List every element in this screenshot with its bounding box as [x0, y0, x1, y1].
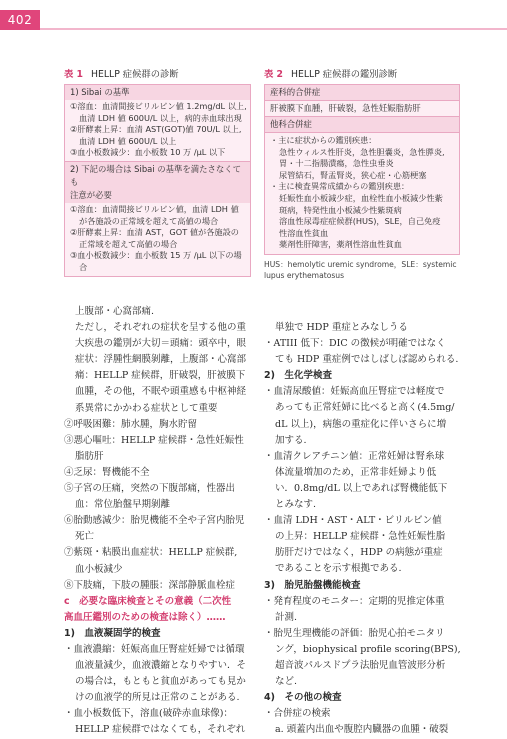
page-header — [0, 10, 507, 30]
text-line: の上昇：HELLP 症候群・急性妊娠性脂 — [275, 531, 446, 543]
table-line: ・主に症状からの鑑別疾患： — [270, 135, 377, 145]
text-line: ・血小板数低下，溶血(破砕赤血球像)： — [64, 708, 233, 720]
footnote-line: lupus erythematosus — [264, 270, 345, 280]
text-line: ⑦紫斑・粘膜出血症状：HELLP 症候群, — [64, 547, 238, 559]
table-line: ②肝酵素上昇：血清 AST(GOT)値 70U/L 以上, — [70, 124, 242, 135]
text-line: であることを示す根拠である. — [275, 563, 402, 575]
text-line: 死亡 — [75, 531, 95, 543]
table-1-title: HELLP 症候群の診断 — [91, 69, 179, 80]
text-line: 脂肪肝 — [75, 450, 104, 462]
section-head-line: 2) 下記の場合は Sibai の基準を満たさなくても — [70, 163, 241, 187]
table-row: 産科的合併症 — [265, 85, 459, 100]
text-line: ・ATIII 低下：DIC の徴候が明確ではなく — [264, 338, 446, 350]
table-line: 合 — [79, 261, 88, 272]
text-line: 血液量減少，血液濃縮となりやすい．そ — [75, 660, 247, 672]
table-section-head — [65, 162, 250, 203]
section-heading: 高血圧鑑別のための検査は除く）…… — [64, 611, 226, 623]
text-line: ・合併症の検索 — [264, 708, 331, 720]
text-line: ②呼吸困難：肺水腫，胸水貯留 — [64, 418, 198, 430]
table-1-caption — [64, 68, 251, 81]
table-section-body — [65, 100, 250, 161]
text-line: ・血清 LDH・AST・ALT・ビリルビン値 — [264, 515, 442, 527]
text-line: 症状：浮腫性網膜剝離，上腹部・心窩部 — [75, 354, 247, 366]
subsection-heading: 3) 胎児胎盤機能検査 — [264, 579, 361, 591]
table-line: が各施設の正常域を超えて高値の場合 — [79, 215, 219, 226]
table-1-number: 表 1 — [64, 69, 84, 80]
text-line: 体流量増加のため，正常非妊婦より低 — [275, 466, 437, 478]
text-line: ・胎児生理機能の評価：胎児心拍モニタリ — [264, 627, 445, 639]
table-1-box — [64, 84, 251, 277]
text-line: ④乏尿：腎機能不全 — [64, 466, 150, 478]
text-line: の場合は，もともと貧血があっても見か — [75, 676, 246, 688]
text-line: ても HDP 重症例ではしばしば認められる. — [275, 354, 459, 366]
section-head-line: 1) Sibai の基準 — [70, 87, 130, 97]
text-line: ③悪心嘔吐：HELLP 症候群・急性妊娠性 — [64, 434, 244, 446]
text-line: ・発育程度のモニター：定期的児推定体重 — [264, 595, 445, 607]
table-line: ③血小板数減少：血小板数 10 万 /μL 以下 — [70, 147, 226, 158]
text-line: ・血清尿酸値：妊娠高血圧腎症では軽度で — [264, 386, 445, 398]
text-line: 大疾患の鑑別が大切＝頭痛：頭卒中，眼 — [75, 338, 247, 350]
table-row: 他科合併症 — [265, 117, 459, 132]
subsection-heading: 2) 生化学検査 — [264, 370, 332, 382]
header-rule — [40, 28, 507, 30]
table-line: ①溶血：血清間接ビリルビン値 1.2mg/dL 以上, — [70, 101, 247, 111]
text-line: ⑧下肢痛，下肢の腫脹：深部静脈血栓症 — [64, 579, 236, 591]
text-line: 系異常にかかわる症状として重要 — [75, 402, 218, 414]
table-line: ①溶血：血清間接ビリルビン値，血清 LDH 値 — [70, 203, 239, 214]
table-section-body — [65, 203, 250, 276]
table-2-box — [264, 84, 460, 255]
body-right-column — [264, 320, 469, 738]
table-row: 肝被膜下血腫，肝破裂，急性妊娠脂肪肝 — [265, 101, 459, 116]
table-line: 血清 LDH 値 600U/L 以上，病的赤血球出現 — [79, 112, 242, 123]
table-line: 胃・十二指腸潰瘍，急性虫垂炎 — [279, 158, 394, 169]
section-heading: c 必要な臨床検査とその意義（二次性 — [64, 595, 232, 607]
text-line: けの血液学的所見は正常のことがある. — [75, 692, 240, 704]
text-line: dL 以上)，病態の重症化に伴いさらに増 — [275, 418, 447, 430]
table-section-body — [265, 133, 459, 254]
table-line: 溶血性尿毒症症候群(HUS)，SLE，自己免疫 — [279, 216, 441, 227]
text-line: 血：常位胎盤早期剝離 — [75, 499, 171, 511]
text-line: ⑤子宮の圧痛，突然の下腹部痛，性器出 — [64, 483, 236, 495]
subsection-heading: 1) 血液凝固学的検査 — [64, 627, 161, 639]
text-line: い．0.8mg/dL 以上であれば腎機能低下 — [275, 482, 448, 494]
section-head-line: 注意が必要 — [70, 189, 112, 200]
table-line: 斑病，特発性血小板減少性紫斑病 — [279, 204, 402, 215]
text-line: 単独で HDP 重症とみなしうる — [275, 322, 408, 333]
table-line: 正常域を超えて高値の場合 — [79, 238, 178, 249]
subsection-heading: 4) その他の検査 — [264, 692, 342, 704]
text-line: ⑥胎動感減少：胎児機能不全や子宮内胎児 — [64, 515, 245, 527]
table-line: 急性ウィルス性肝炎，急性胆嚢炎，急性膵炎, — [279, 146, 445, 157]
text-line: a. 頭蓋内出血や腹腔内臓器の血腫・破裂 — [275, 724, 449, 736]
table-line: ②肝酵素上昇：血清 AST，GOT 値が各施設の — [70, 227, 239, 238]
text-line: 計測. — [275, 611, 298, 623]
table-2-footnote — [264, 259, 460, 281]
table-line: 妊娠性血小板減少症，血栓性血小板減少性紫 — [279, 192, 443, 203]
text-line: 肪肝だけではなく，HDP の病態が重症 — [275, 547, 443, 559]
table-line: 血清 LDH 値 600U/L 以上 — [79, 135, 177, 146]
text-line: HELLP 症候群ではなくても，それぞれ — [75, 724, 246, 736]
table-2-caption — [264, 68, 460, 81]
text-line: 痛：HELLP 症候群，肝破裂，肝被膜下 — [75, 370, 246, 382]
table-line: 尿管結石，腎盂腎炎，狭心症・心筋梗塞 — [279, 169, 427, 180]
text-line: ・血液濃縮：妊娠高血圧腎症妊婦では循環 — [64, 643, 245, 655]
text-line: など. — [275, 676, 298, 688]
text-line: ・血清クレアチニン値：正常妊婦は腎糸球 — [264, 450, 445, 462]
text-line: とみなす. — [275, 499, 317, 511]
footnote-line: HUS：hemolytic uremic syndrome，SLE：systemic — [264, 259, 457, 269]
table-line: 性溶血性貧血 — [279, 227, 329, 238]
table-2 — [264, 68, 460, 281]
text-line: ただし，それぞれの症状を呈する他の重 — [75, 322, 247, 334]
text-line: 血腫，その他，不眠や頭重感も中枢神経 — [75, 386, 247, 398]
text-line: 上腹部・心窩部痛. — [75, 306, 155, 317]
table-section-head — [65, 85, 250, 100]
text-line: 超音波パルスドプラ法胎児血管波形分析 — [275, 659, 446, 671]
table-2-title: HELLP 症候群の鑑別診断 — [291, 69, 398, 80]
table-1 — [64, 68, 251, 277]
text-line: 加する. — [275, 434, 307, 446]
table-line: ・主に検査異常成績からの鑑別疾患： — [270, 181, 410, 192]
table-line: 薬剤性肝障害，薬剤性溶血性貧血 — [279, 239, 402, 250]
table-2-number: 表 2 — [264, 69, 284, 80]
page-number: 402 — [0, 10, 40, 30]
text-line: ング，biophysical profile scoring(BPS), — [275, 643, 461, 655]
text-line: 血小板減少 — [75, 563, 123, 575]
text-line: あっても正常妊婦に比べると高く(4.5mg/ — [275, 402, 455, 414]
body-left-column — [64, 304, 269, 739]
table-line: ③血小板数減少：血小板数 15 万 /μL 以下の場 — [70, 250, 242, 261]
